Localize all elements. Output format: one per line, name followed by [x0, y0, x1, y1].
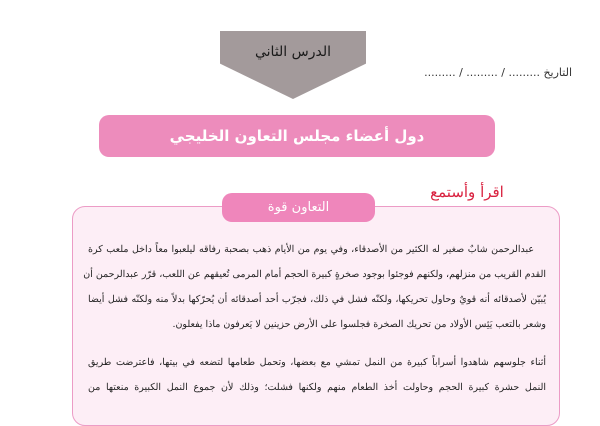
paragraph-line: وشعر بالتعب يَئِس الأولاد من تحريك الصخرة فجلسوا على الأرض حزينين لا يَعرفون ماذا يفعلون.: [172, 319, 546, 330]
paragraph-line: القدم القريب من منزلهم، ولكنهم فوجئوا بوجود صخرةٍ كبيرة الحجم أمام المرمى تُعيقهم عن اللعب، قرّر عبدالرحمن أن: [83, 269, 546, 280]
lesson-badge-shape: [220, 31, 366, 99]
lesson-title: دول أعضاء مجلس التعاون الخليجي: [99, 115, 495, 157]
paragraph-line: يُبيّن لأصدقائه أنه قويٌ وحاول تحريكها، ولكنّه فشل في ذلك، فجرّب أحد أصدقائه أن يُحرّكها بدلاً منه ولكنّه فشل أيضا: [88, 294, 546, 305]
lesson-badge-label: الدرس الثاني: [254, 44, 331, 60]
paragraph-line: النمل حشرة كبيرة الحجم وحاولت أخذ الطعام منهم ولكنها فشلت؛ وذلك لأن جموع النمل الكبيرة منعتها من: [88, 382, 546, 393]
date-line: التاريخ ......... / ......... / .........: [424, 66, 572, 79]
paragraph-line: عبدالرحمن شابٌ صغير له الكثير من الأصدقاء، وفي يوم من الأيام ذهب بصحبة رفاقه ليلعبوا معاً داخل ملعب كرة: [88, 244, 534, 255]
section-label: اقرأ وأستمع: [430, 183, 504, 201]
paragraph-1: [83, 237, 546, 337]
paragraph-line: أثناء جلوسهم شاهدوا أسراباً كبيرة من النمل تمشي مع بعضها، وتحمل طعامها لتضعه في بيتها، فاعترضت طريق: [88, 357, 546, 368]
paragraph-2: [88, 350, 546, 400]
passage-title: التعاون قوة: [222, 193, 375, 222]
